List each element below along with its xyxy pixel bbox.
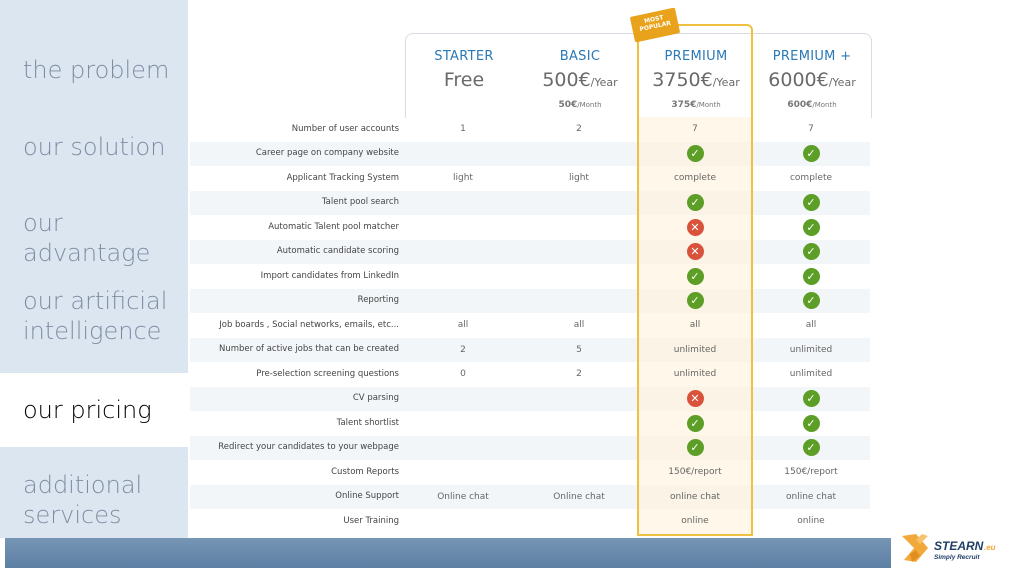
cross-icon: ✕ bbox=[687, 219, 704, 236]
plan-monthly-unit: /Month bbox=[812, 101, 837, 109]
feature-cell bbox=[521, 411, 637, 436]
feature-cell bbox=[521, 215, 637, 240]
feature-cell: 2 bbox=[576, 369, 582, 380]
check-icon: ✓ bbox=[687, 292, 704, 309]
feature-cell: Online chat bbox=[437, 491, 489, 502]
feature-label: Online Support bbox=[335, 491, 399, 502]
feature-label: Talent pool search bbox=[321, 197, 399, 208]
check-icon: ✓ bbox=[803, 292, 820, 309]
feature-cell bbox=[405, 411, 521, 436]
feature-label: Custom Reports bbox=[331, 466, 399, 477]
plan-monthly-value: 375€ bbox=[671, 100, 697, 110]
feature-cell: 5 bbox=[576, 344, 582, 355]
plan-monthly-price bbox=[638, 100, 754, 110]
plan-price-value: 6000€ bbox=[768, 69, 829, 91]
check-icon: ✓ bbox=[803, 243, 820, 260]
plan-price-unit: /Year bbox=[590, 76, 618, 89]
feature-cell bbox=[405, 436, 521, 461]
plan-name: BASIC bbox=[559, 49, 601, 64]
table-row bbox=[190, 485, 870, 510]
feature-cell bbox=[405, 142, 521, 167]
feature-label: Career page on company website bbox=[255, 148, 399, 159]
feature-cell bbox=[637, 289, 753, 314]
logo-tld: .eu bbox=[984, 543, 996, 552]
table-row bbox=[190, 436, 870, 461]
most-popular-badge: MOST POPULAR bbox=[630, 8, 680, 43]
feature-cell: 7 bbox=[637, 117, 753, 142]
nav-item-additional-services[interactable]: additional services bbox=[23, 471, 143, 529]
feature-cell: unlimited bbox=[789, 344, 833, 355]
check-icon: ✓ bbox=[803, 268, 820, 285]
feature-label: Number of active jobs that can be created bbox=[218, 344, 399, 355]
feature-cell bbox=[405, 289, 521, 314]
feature-cell: 2 bbox=[576, 124, 582, 135]
feature-cell bbox=[637, 191, 753, 216]
feature-cell: all bbox=[573, 320, 585, 331]
nav-item-the-problem[interactable]: the problem bbox=[23, 56, 170, 84]
cross-icon: ✕ bbox=[687, 243, 704, 260]
feature-cell bbox=[521, 460, 637, 485]
feature-cell: online bbox=[637, 509, 753, 534]
feature-cell bbox=[753, 436, 869, 461]
feature-cell bbox=[753, 264, 869, 289]
plan-name: PREMIUM bbox=[664, 49, 728, 64]
feature-cell bbox=[753, 289, 869, 314]
feature-cell: 150€/report bbox=[637, 460, 753, 485]
feature-cell bbox=[753, 411, 869, 436]
table-row bbox=[190, 166, 870, 191]
table-row bbox=[190, 240, 870, 265]
feature-label: Job boards , Social networks, emails, etc... bbox=[219, 319, 399, 330]
nav-item-our-artificial-intelligence[interactable]: our artificial intelligence bbox=[23, 287, 168, 345]
plan-price-value: 500€ bbox=[542, 69, 591, 91]
check-icon: ✓ bbox=[803, 145, 820, 162]
check-icon: ✓ bbox=[803, 390, 820, 407]
feature-cell bbox=[753, 142, 869, 167]
plan-price-unit: /Year bbox=[712, 76, 740, 89]
feature-cell: unlimited bbox=[637, 338, 753, 363]
feature-label: Applicant Tracking System bbox=[286, 172, 399, 183]
check-icon: ✓ bbox=[687, 415, 704, 432]
nav-item-our-advantage[interactable]: our advantage bbox=[23, 209, 151, 267]
feature-cell bbox=[753, 387, 869, 412]
plan-price-value: Free bbox=[443, 69, 485, 91]
feature-label: Number of user accounts bbox=[291, 123, 399, 134]
feature-cell bbox=[405, 215, 521, 240]
table-row bbox=[190, 509, 870, 534]
check-icon: ✓ bbox=[687, 268, 704, 285]
plan-name: PREMIUM + bbox=[772, 49, 852, 64]
check-icon: ✓ bbox=[803, 194, 820, 211]
feature-cell: 7 bbox=[808, 124, 814, 135]
feature-cell: all bbox=[637, 313, 753, 338]
table-row bbox=[190, 313, 870, 338]
feature-label: Redirect your candidates to your webpage bbox=[218, 442, 399, 453]
feature-cell bbox=[405, 191, 521, 216]
feature-cell: all bbox=[457, 320, 469, 331]
plan-header-row bbox=[405, 33, 872, 118]
table-row bbox=[190, 142, 870, 167]
plan-monthly-price bbox=[522, 100, 638, 110]
feature-cell: 1 bbox=[460, 124, 466, 135]
logo-tagline: Simply Recruit bbox=[934, 554, 980, 561]
feature-cell bbox=[521, 264, 637, 289]
feature-cell bbox=[753, 240, 869, 265]
feature-cell: unlimited bbox=[637, 362, 753, 387]
table-row bbox=[190, 387, 870, 412]
nav-item-our-pricing[interactable]: our pricing bbox=[0, 373, 188, 447]
feature-cell: Online chat bbox=[553, 491, 605, 502]
check-icon: ✓ bbox=[803, 219, 820, 236]
feature-cell: complete bbox=[789, 173, 833, 184]
table-row bbox=[190, 338, 870, 363]
feature-label: Talent shortlist bbox=[336, 417, 399, 428]
plan-price bbox=[638, 69, 754, 91]
check-icon: ✓ bbox=[803, 439, 820, 456]
feature-label: CV parsing bbox=[352, 393, 399, 404]
table-row bbox=[190, 362, 870, 387]
sidebar-nav bbox=[0, 0, 188, 538]
table-row bbox=[190, 191, 870, 216]
check-icon: ✓ bbox=[687, 194, 704, 211]
feature-cell bbox=[521, 240, 637, 265]
feature-cell: light bbox=[453, 173, 473, 184]
feature-cell: online chat bbox=[785, 491, 836, 502]
table-row bbox=[190, 215, 870, 240]
feature-label: Reporting bbox=[357, 295, 399, 306]
check-icon: ✓ bbox=[687, 439, 704, 456]
feature-cell: 2 bbox=[460, 344, 466, 355]
feature-cell bbox=[405, 460, 521, 485]
feature-cell bbox=[637, 215, 753, 240]
stearn-logo bbox=[898, 528, 1010, 568]
feature-label: Automatic candidate scoring bbox=[276, 246, 399, 257]
table-row bbox=[190, 411, 870, 436]
feature-cell bbox=[521, 387, 637, 412]
table-row bbox=[190, 289, 870, 314]
plan-price bbox=[406, 69, 522, 91]
plan-monthly-unit: /Month bbox=[696, 101, 721, 109]
feature-cell bbox=[637, 264, 753, 289]
feature-cell bbox=[521, 142, 637, 167]
feature-cell bbox=[637, 240, 753, 265]
table-row bbox=[190, 264, 870, 289]
feature-cell: light bbox=[569, 173, 589, 184]
feature-cell bbox=[521, 509, 637, 534]
cross-icon: ✕ bbox=[687, 390, 704, 407]
plan-monthly-price bbox=[754, 100, 870, 110]
feature-cell bbox=[521, 289, 637, 314]
feature-label: User Training bbox=[343, 515, 399, 526]
footer-band bbox=[5, 538, 891, 568]
logo-brand: STEARN bbox=[934, 539, 984, 553]
feature-cell: complete bbox=[637, 166, 753, 191]
plan-price bbox=[522, 69, 638, 91]
feature-table bbox=[190, 117, 870, 534]
feature-cell: 0 bbox=[460, 369, 466, 380]
check-icon: ✓ bbox=[803, 415, 820, 432]
feature-cell bbox=[637, 142, 753, 167]
feature-label: Import candidates from LinkedIn bbox=[260, 270, 399, 281]
feature-cell bbox=[405, 264, 521, 289]
feature-cell: all bbox=[805, 320, 817, 331]
feature-cell bbox=[637, 436, 753, 461]
feature-cell bbox=[637, 411, 753, 436]
plan-monthly-unit: /Month bbox=[577, 101, 602, 109]
feature-cell: online bbox=[797, 516, 825, 527]
feature-cell bbox=[637, 387, 753, 412]
plan-monthly-value: 50€ bbox=[558, 100, 578, 110]
feature-cell bbox=[753, 215, 869, 240]
feature-cell bbox=[405, 240, 521, 265]
check-icon: ✓ bbox=[687, 145, 704, 162]
table-row bbox=[190, 460, 870, 485]
plan-price bbox=[754, 69, 870, 91]
feature-cell: 150€/report bbox=[784, 467, 838, 478]
table-row bbox=[190, 117, 870, 142]
feature-label: Pre-selection screening questions bbox=[256, 368, 399, 379]
nav-item-our-solution[interactable]: our solution bbox=[23, 133, 166, 161]
feature-cell: unlimited bbox=[789, 369, 833, 380]
feature-cell bbox=[405, 387, 521, 412]
plan-price-value: 3750€ bbox=[652, 69, 713, 91]
feature-cell bbox=[753, 191, 869, 216]
feature-cell bbox=[405, 509, 521, 534]
feature-cell bbox=[521, 436, 637, 461]
logo-x-icon bbox=[902, 534, 928, 562]
feature-cell: online chat bbox=[637, 485, 753, 510]
plan-monthly-value: 600€ bbox=[787, 100, 813, 110]
feature-label: Automatic Talent pool matcher bbox=[268, 221, 399, 232]
plan-name: STARTER bbox=[434, 49, 494, 64]
feature-cell bbox=[521, 191, 637, 216]
plan-price-unit: /Year bbox=[828, 76, 856, 89]
